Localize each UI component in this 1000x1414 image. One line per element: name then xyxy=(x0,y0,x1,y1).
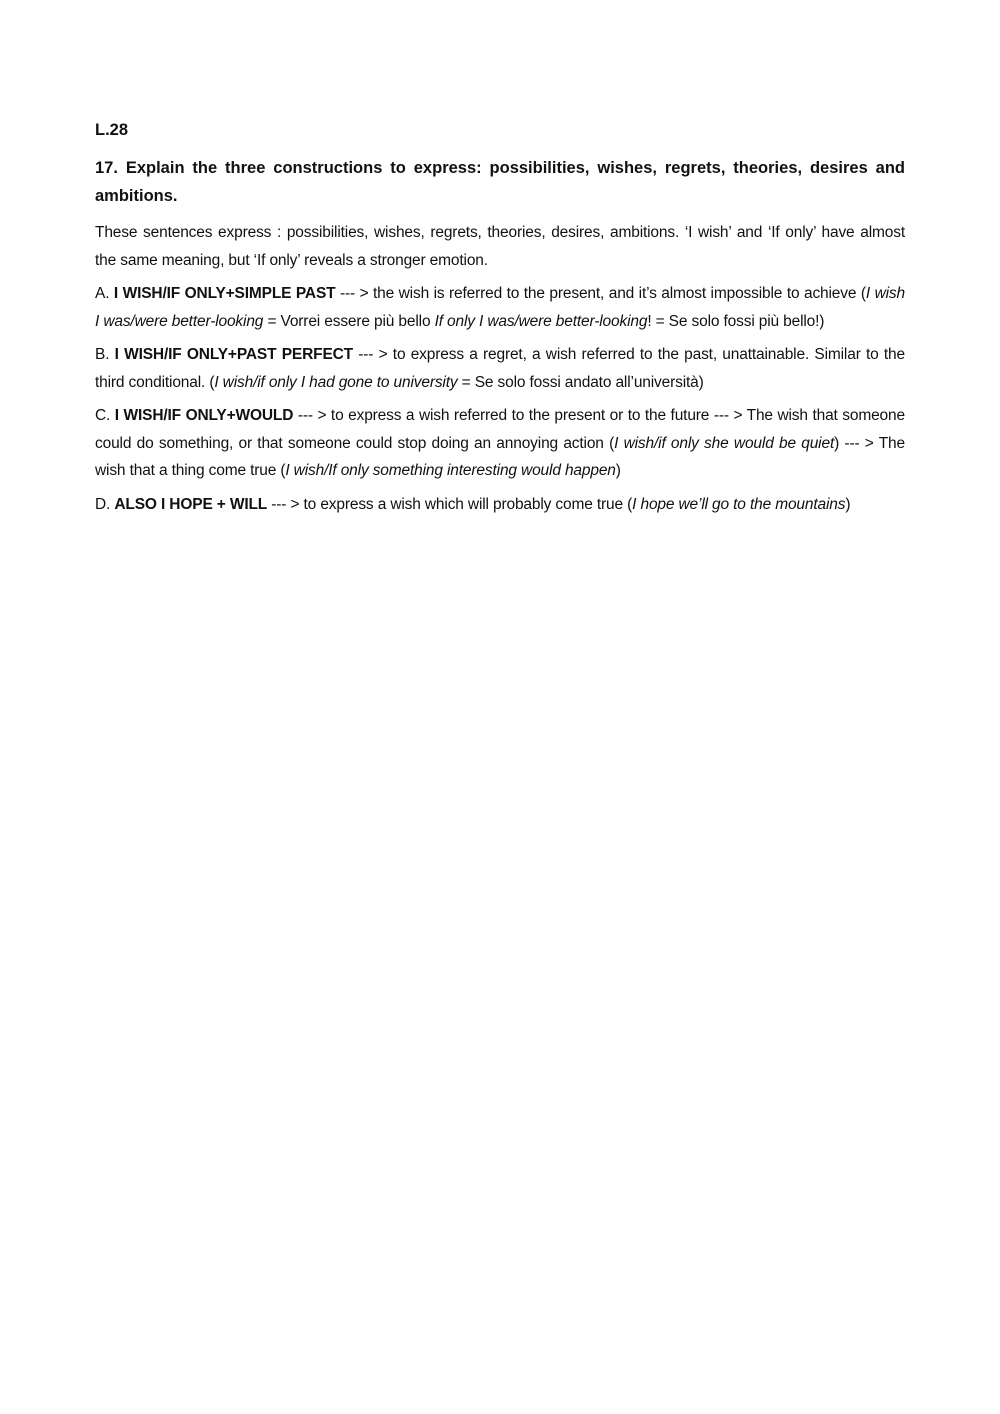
question-heading: 17. Explain the three constructions to express: possibilities, wishes, regrets, theories, desires and ambitions. xyxy=(95,159,905,205)
item-explanation: --- > to express a regret, a wish referred to the past, unattainable. Similar to the third conditional. ( xyxy=(95,346,906,391)
translation-text: = Vorrei essere più bello xyxy=(263,312,435,330)
example-sentence: I wish/if only I had gone to university xyxy=(214,373,458,391)
lesson-label: L.28 xyxy=(95,121,129,139)
item-d xyxy=(95,491,905,519)
item-letter: A. xyxy=(95,285,110,302)
item-explanation: --- > to express a wish referred to the present or to the future --- > The wish that someone could do something, or that someone could stop doing an annoying action ( xyxy=(95,407,905,452)
item-letter: D. xyxy=(95,495,111,513)
item-letter: C. xyxy=(95,407,111,424)
translation-text: ! = Se solo fossi più bello!) xyxy=(647,312,825,330)
example-sentence: I hope we’ll go to the mountains xyxy=(632,495,846,513)
item-letter: B. xyxy=(95,346,110,363)
example-sentence: I wish I was/were better-looking xyxy=(95,285,905,330)
construction-label: I WISH/IF ONLY+SIMPLE PAST xyxy=(113,285,336,302)
closing-paren: ) xyxy=(615,462,621,479)
construction-label: I WISH/IF ONLY+WOULD xyxy=(114,407,294,424)
item-explanation: --- > the wish is referred to the present, and it’s almost impossible to achieve ( xyxy=(335,285,866,302)
translation-text: = Se solo fossi andato all’università) xyxy=(457,373,704,391)
document-page xyxy=(95,118,905,524)
closing-paren: ) xyxy=(845,495,851,513)
item-c xyxy=(95,402,905,485)
intro-paragraph: These sentences express : possibilities, wishes, regrets, theories, desires, ambitions. ‘I wish’ and ‘If only’ have almost the same meaning, but ‘If only’ reveals a stronger emotion. xyxy=(95,224,905,269)
construction-label: I WISH/IF ONLY+PAST PERFECT xyxy=(114,346,353,363)
connector-text: ) --- > The wish that a thing come true ( xyxy=(95,434,905,479)
example-sentence: I wish/if only she would be quiet xyxy=(614,434,835,452)
example-sentence: If only I was/were better-looking xyxy=(434,312,648,330)
construction-label: ALSO I HOPE + WILL xyxy=(114,495,268,513)
item-a xyxy=(95,280,905,335)
example-sentence: I wish/If only something interesting would happen xyxy=(285,462,616,479)
item-b xyxy=(95,341,905,396)
item-explanation: --- > to express a wish which will probably come true ( xyxy=(267,495,633,513)
